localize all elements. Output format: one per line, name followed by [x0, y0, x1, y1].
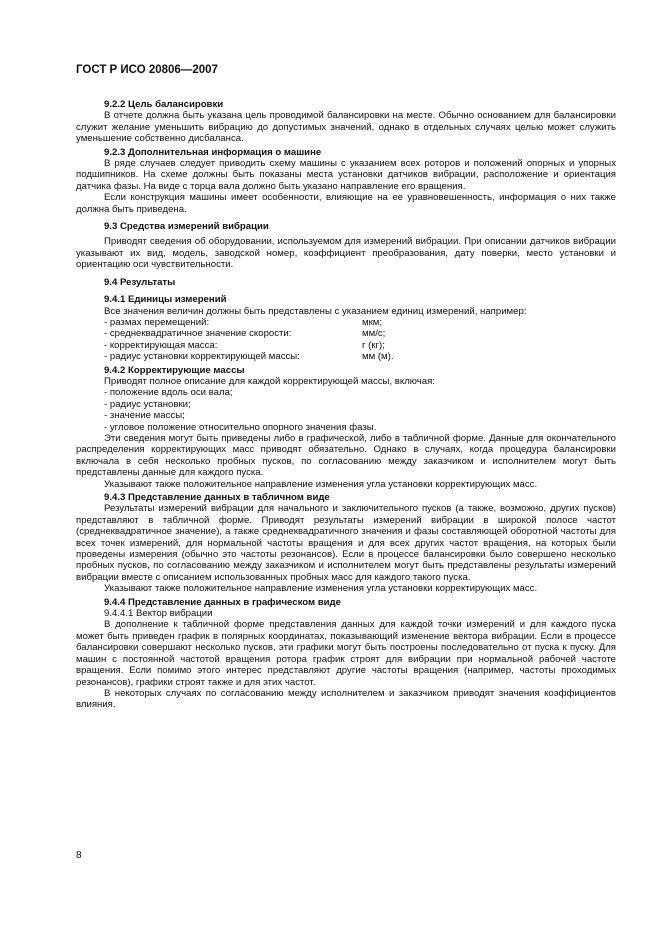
section-heading: 9.4.3 Представление данных в табличном виде [104, 492, 330, 503]
section-heading: 9.4.4 Представление данных в графическом виде [104, 596, 341, 608]
list-item: - корректирующая масса: г (кг); [104, 339, 385, 351]
paragraph: Приводят сведения об оборудовании, используемом для измерений вибрации. При описании датчиков вибрации указывают их вид, модель, заводской номер, коэффициент преобразования, дату поверки, место установки и ориентацию оси чувствительности. [76, 236, 616, 271]
paragraph: В некоторых случаях по согласованию между исполнителем и заказчиком приводят значения коэффициентов влияния. [76, 687, 616, 711]
paragraph: В отчете должна быть указана цель проводимой балансировки на месте. Обычно основанием для балансировки служит желание уменьшить вибрацию до допустимых значений, однако в отдельных случаях целью может служить уменьшение собственно дисбаланса. [76, 110, 616, 145]
mass-parameters-list [76, 387, 616, 433]
list-item: - среднеквадратичное значение скорости: мм/с; [104, 328, 386, 340]
list-item: - положение вдоль оси вала; [104, 387, 233, 399]
list-item: - размах перемещений: мкм; [104, 316, 383, 328]
paragraph: Приводят полное описание для каждой корректирующей массы, включая: [104, 375, 435, 387]
paragraph: Указывают также положительное направление изменения угла установки корректирующих масс. [104, 583, 538, 595]
section-heading: 9.4 Результаты [104, 276, 176, 288]
paragraph: Все значения величин должны быть представлены с указанием единиц измерений, например: [104, 305, 527, 317]
paragraph: В ряде случаев следует приводить схему машины с указанием всех роторов и положений опорных и упорных подшипников. На схеме должны быть показаны места установки датчиков вибрации, расположение и ориентация датчика фазы. На виде с торца вала должно быть указано направление его вращения. [76, 158, 616, 192]
section-heading: 9.4.1 Единицы измерений [104, 294, 227, 306]
paragraph: В дополнение к табличной форме представления данных для каждой точки измерений и для каждого пуска может быть приведен график в полярных координатах, показывающий изменение вектора вибрации. Если в процессе балансировки совершают несколько пусков, эти графики могут быть построены последовательно от пуска к пуску. Для машин с постоянной частотой вращения ротора график строят для вибрации при нормальной рабочей частоте вращения. Если помимо этого интерес представляют другие частоты вращения (например, частоты проходимых резонансов), графики строят также и для этих частот. [76, 619, 616, 688]
list-item: - радиус установки; [104, 398, 191, 410]
document-body [76, 97, 616, 711]
section-heading: 9.2.2 Цель балансировки [104, 99, 224, 110]
document-header: ГОСТ Р ИСО 20806—2007 [76, 64, 218, 76]
paragraph: Результаты измерений вибрации для начального и заключительного пусков (а также, возможно, других пусков) представляют в табличной форме. Приводят результаты измерений вибрации в широкой полосе частот (среднеквадратичное значение), а также среднеквадратичного значения и фазы составляющей оборотной частоты для всех точек измерений, для нормальной частоты вращения и для всех других частот вращения, на которых были проведены измерения (обычно это частоты резонансов). Если в процессе балансировки было совершено несколько пробных пусков, по согласованию между заказчиком и исполнителем могут быть представлены результаты измерений вибрации вместе с описанием использованных пробных масс для каждого такого пуска. [76, 503, 616, 583]
paragraph: Указывают также положительное направление изменения угла установки корректирующих масс. [104, 478, 538, 490]
section-heading: 9.4.2 Корректирующие массы [104, 364, 245, 376]
paragraph: Эти сведения могут быть приведены либо в графической, либо в табличной форме. Данные для окончательного распределения корректирующих масс приводят обязательно. Однако в случаях, когда процедура балансировки включала в себя несколько пробных пусков, по согласованию между заказчиком и исполнителем могут быть представлены данные для каждого пуска. [76, 432, 616, 479]
section-heading: 9.3 Средства измерений вибрации [104, 221, 269, 233]
list-item: - значение массы; [104, 410, 185, 422]
units-list [76, 317, 616, 363]
subsection-heading: 9.4.4.1 Вектор вибрации [104, 608, 213, 620]
section-heading: 9.2.3 Дополнительная информация о машине [104, 146, 322, 158]
list-item: - радиус установки корректирующей массы: мм (м). [104, 351, 394, 363]
page-number: 8 [76, 850, 82, 861]
paragraph: Если конструкция машины имеет особенности, влияющие на ее уравновешенность, информация о них также должна быть приведена. [76, 192, 616, 215]
list-item: - угловое положение относительно опорного значения фазы. [104, 421, 377, 433]
